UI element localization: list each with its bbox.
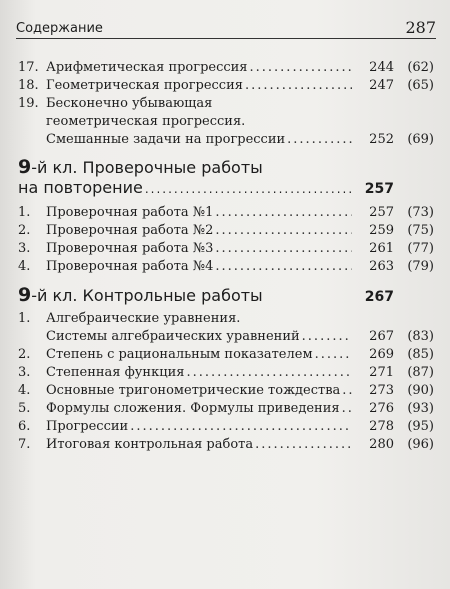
toc-entry xyxy=(18,132,434,147)
toc-entry xyxy=(18,311,434,326)
entry-page: 273 xyxy=(369,383,394,398)
section-title: -й кл. Контрольные работы xyxy=(31,286,263,305)
dot-leader xyxy=(130,419,352,434)
entry-exercise: (95) xyxy=(407,419,434,434)
entry-exercise: (87) xyxy=(407,365,434,380)
entry-exercise: (93) xyxy=(407,401,434,416)
entry-title: Итоговая контрольная работа xyxy=(46,437,254,452)
toc-entry xyxy=(18,205,434,220)
entry-title: Проверочная работа №1 xyxy=(46,205,214,220)
dot-leader xyxy=(315,347,352,362)
entry-title: Формулы сложения. Формулы приведения xyxy=(46,401,340,416)
entry-page: 259 xyxy=(369,223,394,238)
entry-number: 6. xyxy=(18,419,31,434)
entry-exercise: (77) xyxy=(407,241,434,256)
entry-title: Проверочная работа №4 xyxy=(46,259,214,274)
entry-title: Степенная функция xyxy=(46,365,185,380)
dot-leader xyxy=(302,329,352,344)
entry-page: 267 xyxy=(369,329,394,344)
entry-page: 280 xyxy=(369,437,394,452)
entry-page: 271 xyxy=(369,365,394,380)
dot-leader xyxy=(245,78,352,93)
dot-leader xyxy=(250,60,352,75)
section-grade: 9 xyxy=(18,284,32,306)
section-title: -й кл. Проверочные работы xyxy=(31,158,263,177)
toc-entry xyxy=(18,259,434,274)
entry-title-line: Бесконечно убывающая xyxy=(46,96,213,111)
entry-title: Смешанные задачи на прогрессии xyxy=(46,132,286,147)
entry-number: 1. xyxy=(18,311,31,326)
entry-number: 4. xyxy=(18,259,31,274)
entry-page: 276 xyxy=(369,401,394,416)
dot-leader xyxy=(342,401,352,416)
entry-number: 1. xyxy=(18,205,31,220)
dot-leader xyxy=(215,259,352,274)
section-grade: 9 xyxy=(18,156,32,178)
section-heading xyxy=(18,156,434,197)
entry-number: 2. xyxy=(18,223,31,238)
entry-exercise: (85) xyxy=(407,347,434,362)
dot-leader xyxy=(215,223,352,238)
entry-exercise: (65) xyxy=(407,78,434,93)
entry-page: 263 xyxy=(369,259,394,274)
entry-title: Проверочная работа №3 xyxy=(46,241,214,256)
dot-leader xyxy=(215,205,352,220)
entry-number: 18. xyxy=(18,78,39,93)
entry-title: Арифметическая прогрессия xyxy=(46,60,248,75)
toc-entry xyxy=(18,329,434,344)
entry-number: 2. xyxy=(18,347,31,362)
entry-exercise: (75) xyxy=(407,223,434,238)
page-number: 287 xyxy=(405,18,436,37)
entry-page: 247 xyxy=(369,78,394,93)
entry-page: 257 xyxy=(369,205,394,220)
entry-exercise: (90) xyxy=(407,383,434,398)
running-header xyxy=(16,14,436,39)
toc-entry xyxy=(18,437,434,452)
entry-exercise: (79) xyxy=(407,259,434,274)
section-heading xyxy=(18,284,434,306)
toc-entry xyxy=(18,78,434,93)
section-page: 257 xyxy=(364,181,394,197)
entry-number: 3. xyxy=(18,241,31,256)
toc-entry xyxy=(18,60,434,75)
entry-number: 5. xyxy=(18,401,31,416)
entry-title: Геометрическая прогрессия xyxy=(46,78,243,93)
entry-title: Проверочная работа №2 xyxy=(46,223,214,238)
entry-page: 261 xyxy=(369,241,394,256)
section-page: 267 xyxy=(364,289,394,305)
entry-number: 19. xyxy=(18,96,39,111)
toc-entry xyxy=(18,241,434,256)
dot-leader xyxy=(186,365,352,380)
entry-title-line: геометрическая прогрессия. xyxy=(46,114,246,129)
toc-entry xyxy=(18,347,434,362)
entry-exercise: (96) xyxy=(407,437,434,452)
toc-entry xyxy=(18,223,434,238)
dot-leader xyxy=(255,437,352,452)
entry-number: 17. xyxy=(18,60,39,75)
entry-exercise: (73) xyxy=(407,205,434,220)
entry-page: 269 xyxy=(369,347,394,362)
entry-title: Основные тригонометрические тождества xyxy=(46,383,341,398)
entry-exercise: (83) xyxy=(407,329,434,344)
entry-title: Системы алгебраических уравнений xyxy=(46,329,300,344)
toc-entry xyxy=(18,419,434,434)
dot-leader xyxy=(342,383,352,398)
entry-page: 278 xyxy=(369,419,394,434)
entry-page: 252 xyxy=(369,132,394,147)
header-title: Содержание xyxy=(16,21,103,36)
section-title-line2: на повторение xyxy=(18,178,143,197)
entry-number: 3. xyxy=(18,365,31,380)
toc-entry xyxy=(18,383,434,398)
entry-number: 4. xyxy=(18,383,31,398)
entry-title: Прогрессии xyxy=(46,419,129,434)
dot-leader xyxy=(145,182,352,196)
section-heading-line xyxy=(18,156,434,178)
entry-exercise: (69) xyxy=(407,132,434,147)
toc-entry xyxy=(18,96,434,111)
entry-page: 244 xyxy=(369,60,394,75)
dot-leader xyxy=(287,132,352,147)
dot-leader xyxy=(215,241,352,256)
entry-exercise: (62) xyxy=(407,60,434,75)
toc-entry xyxy=(18,365,434,380)
entry-title-line: Алгебраические уравнения. xyxy=(46,311,241,326)
entry-title: Степень с рациональным показателем xyxy=(46,347,313,362)
entry-number: 7. xyxy=(18,437,31,452)
toc-entry xyxy=(18,401,434,416)
